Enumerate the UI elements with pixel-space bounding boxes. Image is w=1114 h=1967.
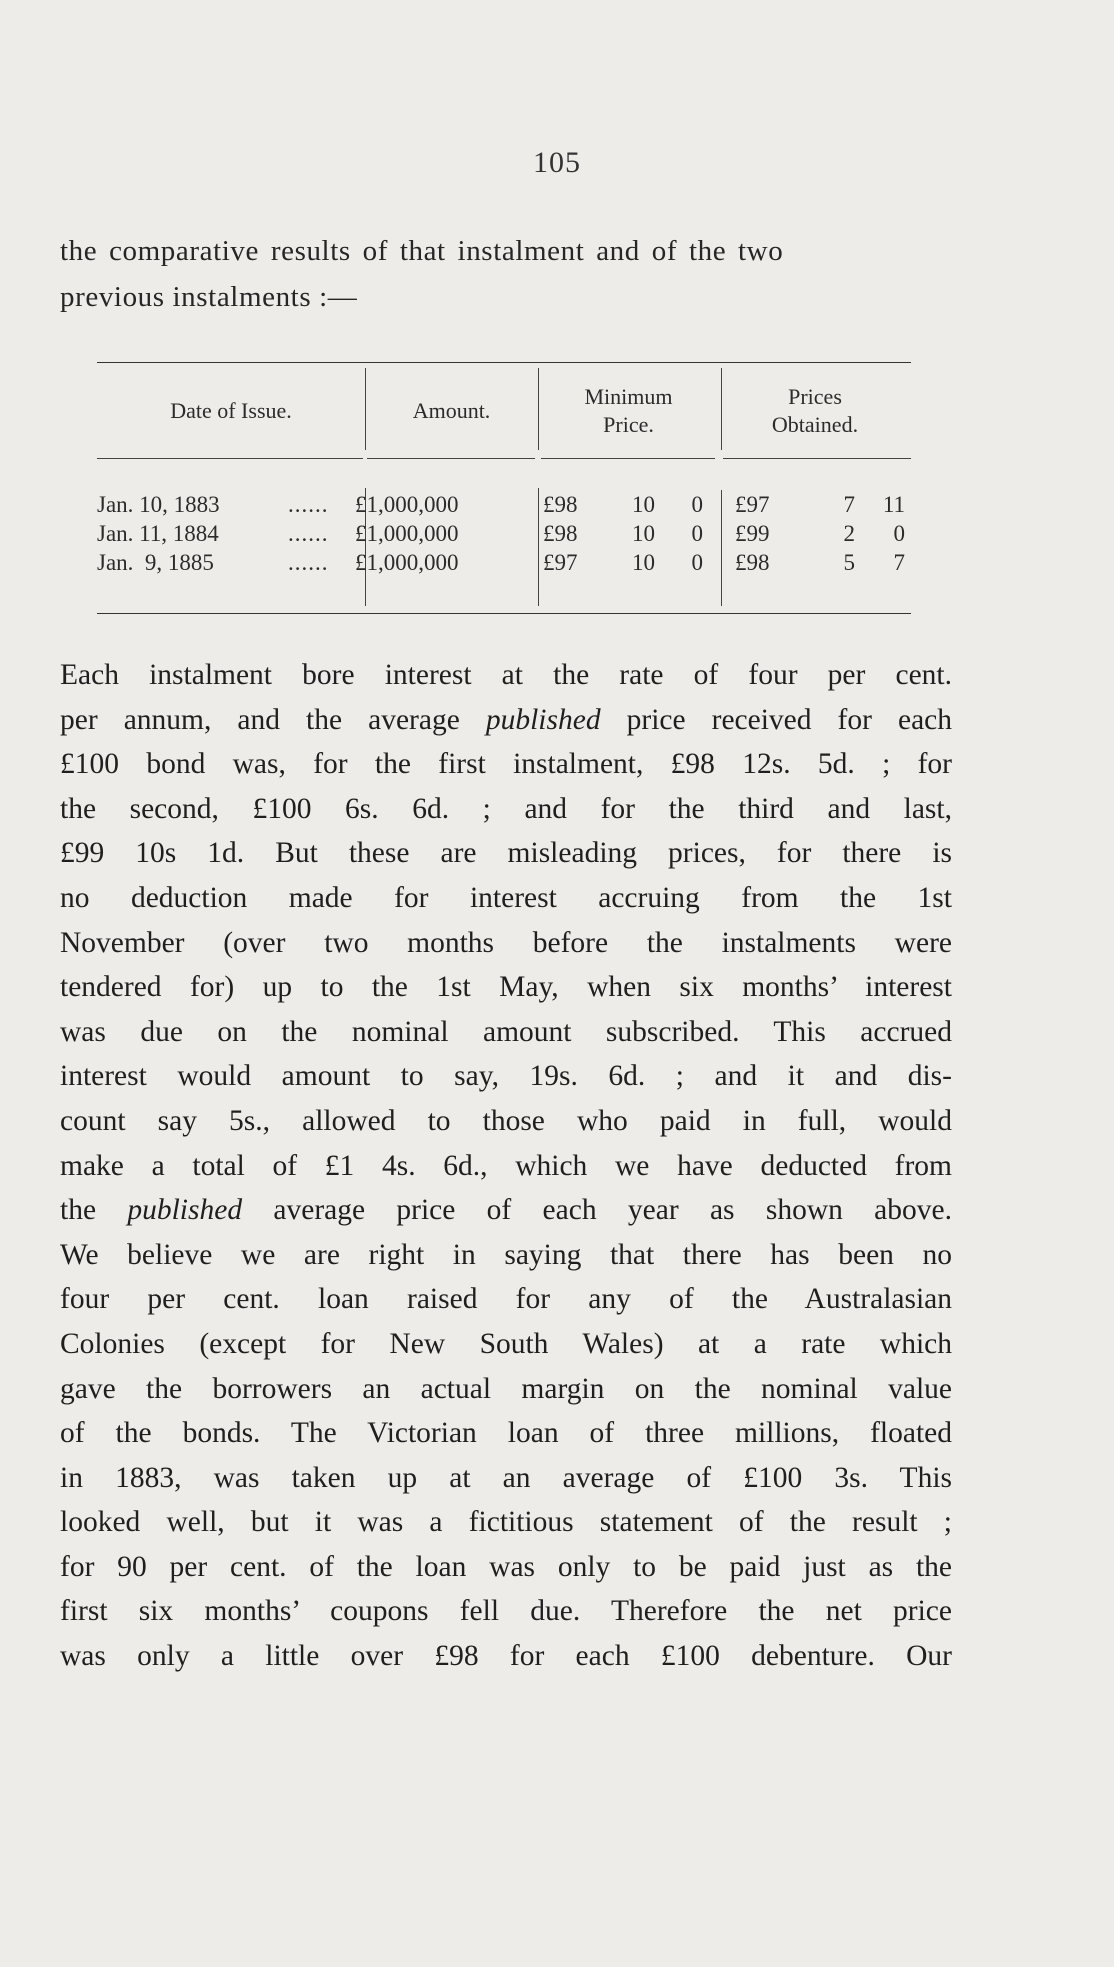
text-line (60, 698, 952, 743)
row-obtained-pounds: £97 (735, 492, 770, 517)
table-row (97, 550, 911, 579)
column-rule (365, 368, 366, 450)
row-obtained-shillings: 2 (843, 521, 855, 546)
text-line: no deduction made for interest accruing from the 1st (60, 881, 952, 914)
header-amount-label: Amount. (412, 398, 491, 423)
text-line: Each instalment bore interest at the rate of four per cent. (60, 659, 952, 691)
header-minimum-price (538, 376, 719, 446)
text-line: interest would amount to say, 19s. 6d. ; and it and dis- (60, 1060, 952, 1093)
text-line: was due on the nominal amount subscribed. This accrued (60, 1015, 952, 1048)
header-rule (723, 458, 911, 459)
row-min-pence: 0 (691, 550, 703, 575)
text-line: the second, £100 6s. 6d. ; and for the third and last, (60, 792, 952, 825)
table-row (97, 521, 911, 550)
text-line: £99 10s 1d. But these are misleading prices, for there is (60, 837, 952, 870)
row-min-shillings: 10 (632, 492, 655, 517)
text-line: four per cent. loan raised for any of the Australasian (60, 1283, 952, 1316)
row-date: Jan. 11, 1884 (97, 521, 219, 546)
text-line: first six months’ coupons fell due. Therefore the net price (60, 1595, 952, 1628)
body-paragraph (60, 653, 952, 1679)
text-line: looked well, but it was a fictitious statement of the result ; (60, 1506, 952, 1539)
row-amount: £1,000,000 (355, 550, 459, 575)
row-min-pounds: £97 (543, 550, 578, 575)
row-amount: £1,000,000 (355, 492, 459, 517)
header-prices-line2: Obtained. (771, 412, 859, 437)
row-min-shillings: 10 (632, 550, 655, 575)
row-leader-dots: ...... (288, 521, 329, 546)
text-line: make a total of £1 4s. 6d., which we have deducted from (60, 1149, 952, 1182)
text-fragment: average price of each year as shown above. (273, 1194, 952, 1227)
row-min-pence: 0 (691, 492, 703, 517)
row-obtained-pence: 0 (893, 521, 905, 546)
header-rule (367, 458, 535, 459)
text-fragment: the (60, 1194, 97, 1227)
intro-line: the comparative results of that instalment and of the two (60, 235, 784, 267)
table-bottom-rule (97, 613, 911, 614)
column-rule (538, 368, 539, 450)
header-prices-obtained (719, 376, 911, 446)
intro-paragraph (60, 228, 960, 320)
row-obtained-shillings: 7 (843, 492, 855, 517)
row-obtained-pounds: £98 (735, 550, 770, 575)
text-line: in 1883, was taken up at an average of £100 3s. This (60, 1461, 952, 1494)
text-line: tendered for) up to the 1st May, when six months’ interest (60, 971, 952, 1004)
text-fragment: per annum, and the average (60, 703, 460, 736)
column-rule (721, 368, 722, 450)
row-leader-dots: ...... (288, 550, 329, 575)
intro-line: previous instalments :— (60, 281, 358, 313)
emphasis-text: published (485, 703, 601, 736)
page-number: 105 (533, 146, 581, 179)
header-rule (97, 458, 363, 459)
header-date (97, 376, 365, 446)
row-date: Jan. 9, 1885 (97, 550, 214, 575)
row-min-pounds: £98 (543, 521, 578, 546)
header-rule (541, 458, 715, 459)
text-line: of the bonds. The Victorian loan of three millions, floated (60, 1417, 952, 1450)
text-line: Colonies (except for New South Wales) at a rate which (60, 1327, 952, 1360)
text-line: We believe we are right in saying that there has been no (60, 1238, 952, 1271)
emphasis-text: published (127, 1194, 243, 1227)
text-line (60, 1188, 952, 1233)
text-line: was only a little over £98 for each £100 debenture. Our (60, 1640, 952, 1673)
row-obtained-pounds: £99 (735, 521, 770, 546)
table-row (97, 492, 911, 521)
row-min-shillings: 10 (632, 521, 655, 546)
header-minimum-line1: Minimum (584, 384, 673, 409)
row-min-pounds: £98 (543, 492, 578, 517)
header-date-label: Date of Issue. (170, 398, 292, 423)
text-line: for 90 per cent. of the loan was only to be paid just as the (60, 1550, 952, 1583)
table-top-rule (97, 362, 911, 363)
text-fragment: price received for each (626, 703, 953, 736)
row-obtained-pence: 7 (893, 550, 905, 575)
text-line: £100 bond was, for the first instalment, £98 12s. 5d. ; for (60, 748, 952, 781)
text-line: gave the borrowers an actual margin on the nominal value (60, 1372, 952, 1405)
row-amount: £1,000,000 (355, 521, 459, 546)
row-obtained-pence: 11 (882, 492, 905, 517)
text-line: November (over two months before the instalments were (60, 926, 952, 959)
header-prices-line1: Prices (788, 384, 842, 409)
text-line: count say 5s., allowed to those who paid in full, would (60, 1104, 952, 1137)
row-date: Jan. 10, 1883 (97, 492, 220, 517)
row-min-pence: 0 (691, 521, 703, 546)
row-obtained-shillings: 5 (843, 550, 855, 575)
header-amount (365, 376, 538, 446)
row-leader-dots: ...... (288, 492, 329, 517)
header-minimum-line2: Price. (603, 412, 654, 437)
issues-table (97, 362, 911, 615)
